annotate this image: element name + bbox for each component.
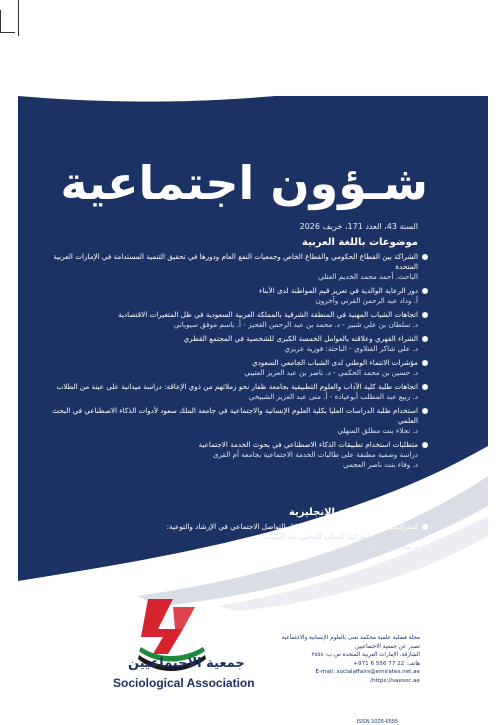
article-author: د. علي شاكر الفتلاوي - الباحثة: فوزية عزيزي bbox=[284, 344, 418, 353]
article-item bbox=[48, 334, 428, 354]
crop-mark bbox=[0, 10, 15, 33]
bullet-icon bbox=[422, 254, 428, 260]
bullet-icon bbox=[422, 442, 428, 448]
article-author: د. حسين بن محمد الحكمي - د. ناصر بن عبد العزيز العتيبي bbox=[244, 368, 418, 377]
article-title: استخدام طلبة الدراسات العليا بكلية العلوم الإنسانية والاجتماعية في جامعة الملك سعود لأدوات الذكاء الاصطناعي في البحث العلمي bbox=[52, 406, 418, 425]
info-line: E-mail: socialaffairs@emirates.net.ae bbox=[315, 669, 420, 675]
article-item bbox=[48, 382, 428, 402]
info-line: مجلة فصلية علمية محكمة تعنى بالعلوم الإنسانية والاجتماعية bbox=[281, 635, 420, 641]
article-title: الشراكة بين القطاع الحكومي والقطاع الخاص وجمعيات النفع العام ودورها في تحقيق التنمية المستدامة في الإمارات العربية المتحدة bbox=[53, 252, 418, 271]
arabic-articles-list bbox=[48, 252, 428, 474]
association-name-english: Sociological Association bbox=[113, 676, 255, 690]
bullet-icon bbox=[422, 360, 428, 366]
article-title: اتجاهات طلبة كلية الآداب والعلوم التطبيقية بجامعة ظفار نحو زملائهم من ذوي الإعاقة: دراسة ميدانية على عينة من الطلاب bbox=[56, 382, 418, 391]
article-title: مؤشرات الانتماء الوطني لدى الشباب الجامعي السعودي bbox=[251, 358, 418, 367]
issue-number: 171 bbox=[76, 114, 110, 136]
info-line: تصدر عن جمعية الاجتماعيين bbox=[355, 643, 420, 650]
article-author: د. ربيع عبد المطلب أبوعيادة - أ. منى عبد العزيز الشبيخي bbox=[248, 392, 418, 401]
article-subtitle: دراسة تحليلية استقرائية لأسباب التدخين عند الشباب bbox=[262, 532, 418, 541]
info-line: الشارقة، الإمارات العربية المتحدة ص.ب: ٢٥٥٨ bbox=[311, 652, 420, 658]
bullet-icon bbox=[422, 408, 428, 414]
article-author: د. وفاء بنت ناصر العجمي bbox=[342, 460, 418, 469]
crop-mark-vertical bbox=[18, 0, 19, 36]
article-title: الشراء القهري وعلاقته بالعوامل الخمسة الكبرى للشخصية في المجتمع القطري bbox=[183, 334, 418, 343]
article-item bbox=[48, 310, 428, 330]
article-title: دور الرعاية الوالدية في تعزيز قيم المواطنة لدى الأبناء bbox=[258, 286, 418, 295]
issue-meta: السنة 43، العدد 171، خريف 2026 bbox=[299, 222, 418, 231]
bullet-icon bbox=[422, 524, 428, 530]
bullet-icon bbox=[422, 312, 428, 318]
issn: ISSN 1025-6555 bbox=[356, 719, 398, 725]
article-title: استراتيجيات الإقلاع عن التدخين ودور وسائل التواصل الاجتماعي في الإرشاد والتوعية: bbox=[166, 522, 418, 531]
article-item bbox=[48, 252, 428, 282]
article-author: أ. وداد عبد الرحمن القرني وآخرون bbox=[315, 296, 418, 305]
info-line: هاتف: 22 77 556 6 971+ bbox=[353, 660, 420, 667]
article-author: د. سلطان بن علي شبير - د. محمد بن عبد الرحمن القحيز - أ. باسم موفق سيوباني bbox=[173, 320, 418, 329]
article-subtitle: دراسة وصفية مطبقة على طالبات الخدمة الاجتماعية بجامعة أم القرى bbox=[212, 450, 418, 459]
article-item bbox=[48, 358, 428, 378]
article-item bbox=[48, 286, 428, 306]
article-item bbox=[48, 440, 428, 470]
article-title: متطلبات استخدام تطبيقات الذكاء الاصطناعي في بحوث الخدمة الاجتماعية bbox=[198, 440, 418, 449]
bullet-icon bbox=[422, 288, 428, 294]
article-title: اتجاهات الشباب المهنية في المنطقة الشرقية بالمملكة العربية السعودية في ظل المتغيرات الاقتصادية bbox=[118, 310, 418, 319]
article-author: الباحث. أحمد محمد الخديم العتلي bbox=[318, 272, 418, 281]
journal-cover bbox=[18, 36, 488, 725]
info-line: https://saesoc.ae/ bbox=[370, 677, 420, 684]
publisher-info bbox=[240, 634, 420, 685]
journal-title-prefix: مجلة bbox=[328, 111, 418, 155]
article-author: د. نجلاء بنت مطلق السهلي bbox=[337, 426, 418, 435]
article-item bbox=[48, 406, 428, 436]
english-section-heading: موضوعات باللغة الانجليزية bbox=[288, 507, 418, 518]
article-item bbox=[48, 522, 428, 552]
english-articles-list bbox=[48, 522, 428, 556]
bullet-icon bbox=[422, 336, 428, 342]
bullet-icon bbox=[422, 384, 428, 390]
association-name-arabic: جمعية الاجتماعيين bbox=[128, 656, 245, 671]
arabic-section-heading: موضوعات باللغة العربية bbox=[302, 237, 418, 248]
journal-title: شـؤون اجتماعية bbox=[60, 156, 428, 210]
article-author: د. نيال أحمد المعلم وآخرون bbox=[335, 542, 418, 551]
